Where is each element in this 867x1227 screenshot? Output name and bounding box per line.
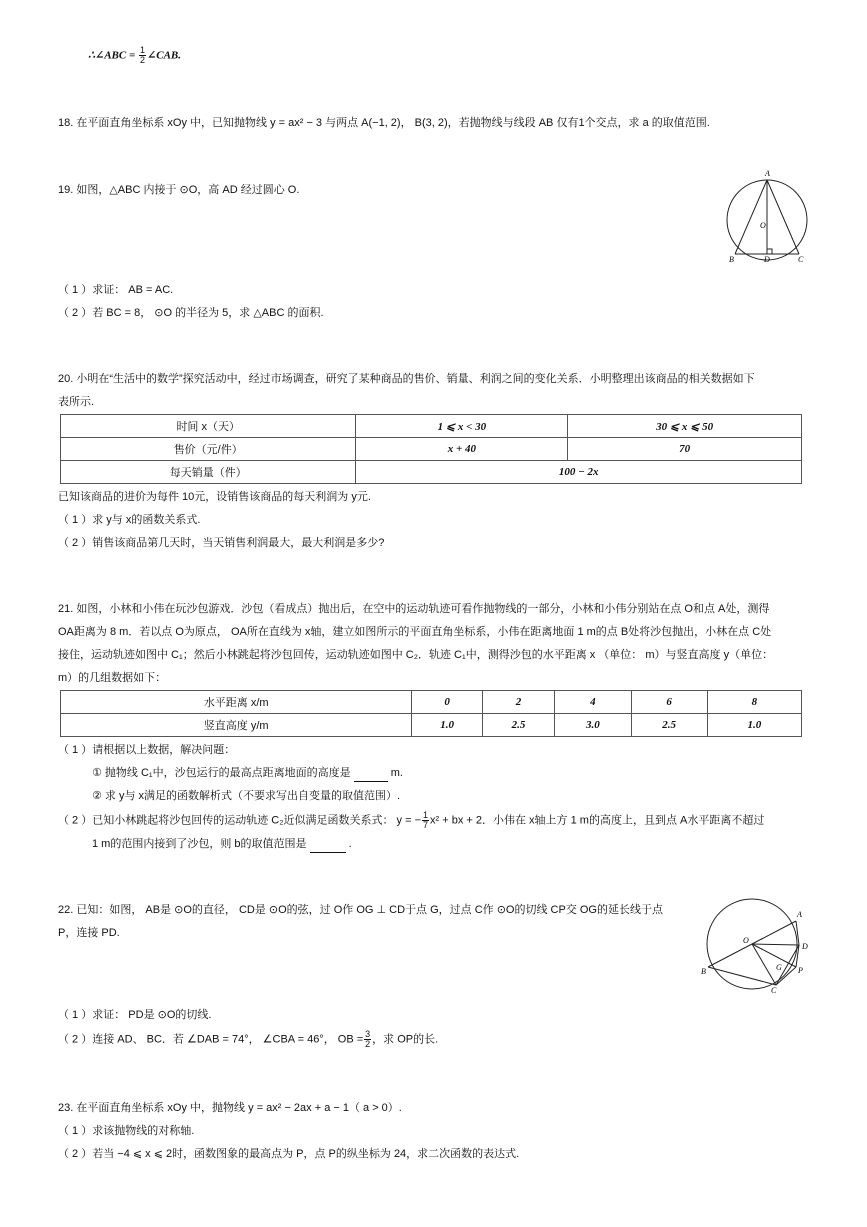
table-row — [61, 438, 802, 461]
table-cell: 每天销量（件） — [61, 461, 356, 484]
label-O: O — [760, 221, 766, 230]
question-20-line1: 20. 小明在“生活中的数学”探究活动中，经过市场调查，研究了某种商品的售价、销量、利润之间的变化关系．小明整理出该商品的相关数据如下 — [58, 373, 755, 385]
q23-part1: （ 1 ）求该抛物线的对称轴. — [58, 1125, 195, 1137]
q21-part1: （ 1 ）请根据以上数据，解决问题： — [58, 744, 236, 756]
table-cell: 70 — [568, 438, 802, 461]
table-row — [61, 415, 802, 438]
label-O: O — [743, 936, 749, 945]
label-B: B — [729, 255, 734, 264]
q19-part2: （ 2 ）若 BC = 8， ⊙O 的半径为 5，求 △ABC 的面积. — [58, 307, 324, 319]
q20-given: 已知该商品的进价为每件 10元，设销售该商品的每天利润为 y元. — [58, 491, 371, 503]
table-cell: 6 — [631, 691, 707, 714]
fraction-denominator: 7 — [423, 820, 429, 830]
q20-part1: （ 1 ）求 y与 x的函数关系式. — [58, 514, 201, 526]
table-row — [61, 691, 802, 714]
label-A: A — [797, 910, 802, 919]
label-G: G — [776, 963, 782, 972]
circle-tangent-figure — [700, 897, 810, 995]
label-D: D — [802, 942, 808, 951]
fraction-numerator: 1 — [140, 45, 146, 55]
question-21-line2: OA距离为 8 m．若以点 O为原点， OA所在直线为 x轴，建立如图所示的平面直角坐标系，小伟在距离地面 1 m的点 B处将沙包抛出，小林在点 C处 — [58, 626, 772, 638]
part2-text-a: （ 2 ）已知小林跳起将沙包回传的运动轨迹 C₂近似满足函数关系式： y = − — [58, 814, 422, 827]
part2-text-a: （ 2 ）连接 AD、 BC．若 ∠DAB = 74°， ∠CBA = 46°， OB = — [58, 1033, 364, 1046]
label-B: B — [701, 967, 706, 976]
question-21-line1: 21. 如图，小林和小伟在玩沙包游戏．沙包（看成点）抛出后，在空中的运动轨迹可看作抛物线的一部分，小林和小伟分别站在点 O和点 A处，测得 — [58, 603, 770, 615]
fraction-numerator: 1 — [423, 810, 429, 820]
question-20-line2: 表所示. — [58, 396, 95, 408]
part2-text-d: . — [348, 838, 352, 850]
table-row — [61, 714, 802, 737]
q21-part2 — [58, 811, 764, 830]
question-22-line2: P，连接 PD. — [58, 927, 120, 939]
circle-triangle-figure — [725, 169, 815, 268]
label-C: C — [771, 986, 777, 995]
part2-text-b: x² + bx + 2．小伟在 x轴上方 1 m的高度上，且到点 A水平距离不超过 — [430, 814, 765, 827]
q22-part2 — [58, 1030, 438, 1049]
trajectory-table — [60, 690, 802, 737]
question-18: 18. 在平面直角坐标系 xOy 中，已知抛物线 y = ax² − 3 与两点 A(−1, 2)， B(3, 2)，若抛物线与线段 AB 仅有1个交点，求 a 的取值范围. — [58, 117, 710, 129]
label-D: D — [764, 255, 770, 264]
conclusion-left: ∴∠ABC = — [88, 49, 138, 62]
table-cell: 2.5 — [631, 714, 707, 737]
table-cell: 4 — [555, 691, 631, 714]
part2-text-c: 1 m的范围内接到了沙包，则 b的取值范围是 — [92, 838, 307, 850]
table-row — [61, 461, 802, 484]
table-cell: 100 − 2x — [356, 461, 802, 484]
answer-blank — [354, 765, 388, 782]
table-cell: 0 — [412, 691, 482, 714]
question-19: 19. 如图，△ABC 内接于 ⊙O，高 AD 经过圆心 O. — [58, 184, 300, 196]
label-P: P — [798, 966, 803, 975]
q21-sub2: ② 求 y与 x满足的函数解析式（不要求写出自变量的取值范围）. — [92, 790, 401, 802]
price-sales-table — [60, 414, 802, 484]
table-cell: 3.0 — [555, 714, 631, 737]
q21-part2-cont — [92, 836, 352, 853]
table-cell: 1 ⩽ x < 30 — [356, 415, 568, 438]
table-cell: 8 — [707, 691, 801, 714]
fraction — [364, 1030, 371, 1049]
question-23: 23. 在平面直角坐标系 xOy 中，抛物线 y = ax² − 2ax + a − 1（ a > 0）. — [58, 1102, 402, 1114]
question-21-line4: m）的几组数据如下： — [58, 672, 167, 684]
table-cell: 30 ⩽ x ⩽ 50 — [568, 415, 802, 438]
answer-blank — [310, 836, 346, 853]
q23-part2: （ 2 ）若当 −4 ⩽ x ⩽ 2时，函数图象的最高点为 P，点 P的纵坐标为 24，求二次函数的表达式. — [58, 1148, 520, 1160]
table-cell: 时间 x（天） — [61, 415, 356, 438]
q20-part2: （ 2 ）销售该商品第几天时，当天销售利润最大，最大利润是多少? — [58, 537, 385, 549]
proof-conclusion — [88, 46, 181, 65]
table-cell: 售价（元/件） — [61, 438, 356, 461]
table-cell: 1.0 — [412, 714, 482, 737]
conclusion-right: ∠CAB. — [147, 49, 181, 62]
table-cell: 竖直高度 y/m — [61, 714, 412, 737]
table-cell: 1.0 — [707, 714, 801, 737]
question-22-line1: 22. 已知：如图， AB是 ⊙O的直径， CD是 ⊙O的弦，过 O作 OG ⊥ CD于点 G，过点 C作 ⊙O的切线 CP交 OG的延长线于点 — [58, 904, 663, 916]
fraction-denominator: 2 — [140, 55, 146, 65]
table-cell: 水平距离 x/m — [61, 691, 412, 714]
fraction-numerator: 3 — [365, 1029, 371, 1039]
sub1-text: ① 抛物线 C₁中，沙包运行的最高点距离地面的高度是 — [92, 767, 351, 779]
q21-sub1 — [92, 765, 403, 782]
table-cell: x + 40 — [356, 438, 568, 461]
sub1-unit: m. — [390, 767, 403, 779]
label-C: C — [798, 255, 804, 264]
fraction — [422, 811, 429, 830]
question-21-line3: 接住，运动轨迹如图中 C₁；然后小林跳起将沙包回传，运动轨迹如图中 C₂．轨迹 C₁中，测得沙包的水平距离 x （单位： m）与竖直高度 y（单位： — [58, 649, 774, 661]
q19-part1: （ 1 ）求证： AB = AC. — [58, 284, 174, 296]
fraction — [139, 46, 146, 65]
part2-text-b: ，求 OP的长. — [372, 1033, 439, 1046]
table-cell: 2.5 — [482, 714, 554, 737]
label-A: A — [765, 169, 770, 178]
fraction-denominator: 2 — [365, 1039, 371, 1049]
q22-part1: （ 1 ）求证： PD是 ⊙O的切线. — [58, 1009, 212, 1021]
table-cell: 2 — [482, 691, 554, 714]
